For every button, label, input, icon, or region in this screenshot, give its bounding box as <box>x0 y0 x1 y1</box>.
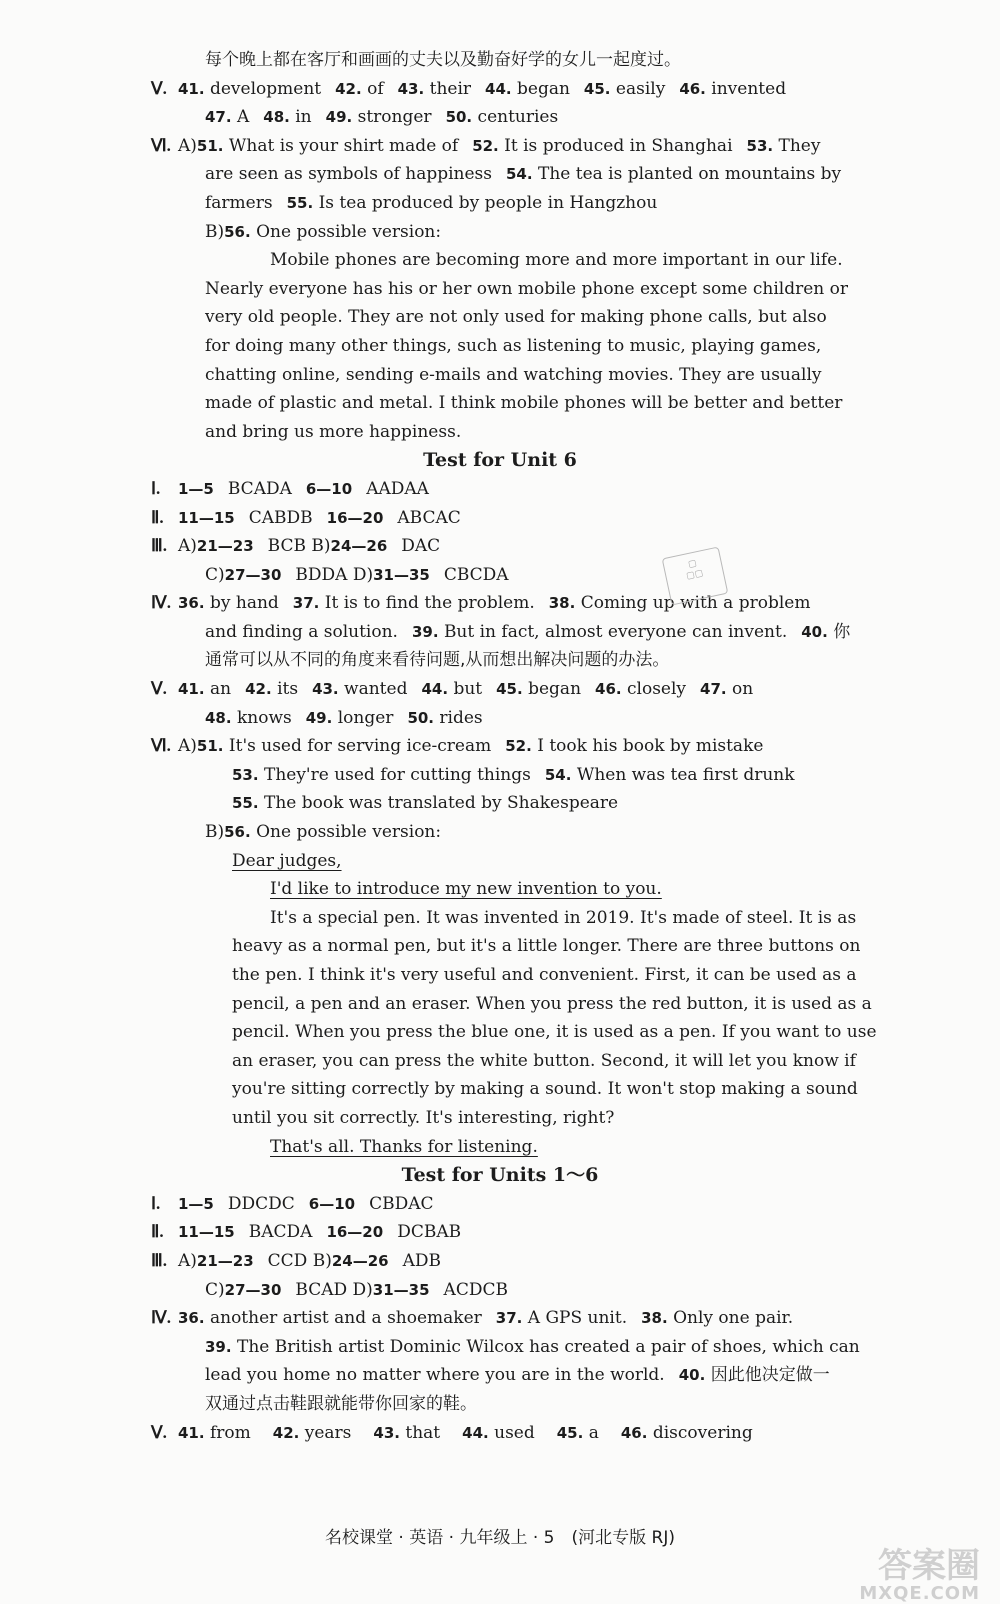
essay-line: very old people. They are not only used for making phone calls, but also <box>205 307 827 328</box>
units16-title: Test for Units 1～6 <box>401 1164 599 1187</box>
section-i: Ⅰ. 1—5 DDCDC 6—10 CBDAC <box>151 1193 434 1214</box>
section-vi: Ⅵ. A)51. What is your shirt made of 52. It is produced in Shanghai 53. They <box>151 135 821 156</box>
section-v: Ⅴ. 41. development 42. of 43. their 44. began 45. easily 46. invented <box>151 78 787 99</box>
answer-page <box>0 46 1000 1447</box>
essay-line: Mobile phones are becoming more and more important in our life. <box>270 250 843 271</box>
text-line <box>0 46 1000 75</box>
essay-line: pencil. When you press the blue one, it is used as a pen. If you want to use <box>232 1022 877 1043</box>
section-iii: Ⅲ. A)21—23 CCD B)24—26 ADB <box>151 1250 442 1271</box>
essay-line: made of plastic and metal. I think mobile phones will be better and better <box>205 393 843 414</box>
section-v: Ⅴ. 41. from 42. years 43. that 44. used 45. a 46. discovering <box>151 1422 753 1443</box>
section-v: Ⅴ. 41. an 42. its 43. wanted 44. but 45. began 46. closely 47. on <box>151 679 754 700</box>
answer-line: 53. They're used for cutting things 54. When was tea first drunk <box>232 764 795 785</box>
section-i: Ⅰ. 1—5 BCADA 6—10 AADAA <box>151 478 429 499</box>
essay-line: the pen. I think it's very useful and convenient. First, it can be used as a <box>232 965 857 985</box>
answer-line: 通常可以从不同的角度来看待问题,从而想出解决问题的办法。 <box>205 650 670 671</box>
essay-line: for doing many other things, such as listening to music, playing games, <box>205 335 822 356</box>
watermark-site: MXQE.COM <box>859 1583 980 1604</box>
essay-line: Nearly everyone has his or her own mobile phone except some children or <box>205 278 848 299</box>
essay-line: It's a special pen. It was invented in 2019. It's made of steel. It is as <box>270 907 857 928</box>
essay-line: until you sit correctly. It's interesting, right? <box>232 1107 615 1128</box>
watermark-logo: 答案圈 <box>878 1546 980 1586</box>
section-iv: Ⅳ. 36. by hand 37. It is to find the problem. 38. Coming up with a problem <box>151 593 811 614</box>
essay-line: and bring us more happiness. <box>205 421 462 442</box>
translation-text: 每个晚上都在客厅和画画的丈夫以及勤奋好学的女儿一起度过。 <box>205 50 681 70</box>
answer-line: 47. A 48. in 49. stronger 50. centuries <box>205 107 559 128</box>
essay-line: an eraser, you can press the white button. Second, it will let you know if <box>232 1050 856 1071</box>
answer-line: B)56. One possible version: <box>205 822 442 843</box>
letter-greeting: Dear judges, <box>232 850 342 871</box>
answer-line: lead you home no matter where you are in the world. 40. 因此他决定做一 <box>205 1365 830 1386</box>
page-footer: 名校课堂 · 英语 · 九年级上 · 5 (河北专版 RJ) <box>325 1528 675 1548</box>
answer-line: C)27—30 BCAD D)31—35 ACDCB <box>205 1279 508 1300</box>
watermark <box>859 1548 980 1604</box>
stamp-icon: ▢ ▢▢ <box>662 546 729 605</box>
answer-line: 39. The British artist Dominic Wilcox has created a pair of shoes, which can <box>205 1336 860 1357</box>
answer-line: B)56. One possible version: <box>205 221 442 242</box>
answer-line: 双通过点击鞋跟就能带你回家的鞋。 <box>205 1393 477 1414</box>
section-iv: Ⅳ. 36. another artist and a shoemaker 37. A GPS unit. 38. Only one pair. <box>151 1308 794 1329</box>
section-vi: Ⅵ. A)51. It's used for serving ice-cream 52. I took his book by mistake <box>151 736 764 757</box>
section-ii: Ⅱ. 11—15 CABDB 16—20 ABCAC <box>151 507 461 528</box>
answer-line: are seen as symbols of happiness 54. The tea is planted on mountains by <box>205 164 842 185</box>
essay-line: chatting online, sending e-mails and watching movies. They are usually <box>205 364 822 385</box>
essay-line: you're sitting correctly by making a sound. It won't stop making a sound <box>232 1079 858 1100</box>
answer-line: and finding a solution. 39. But in fact, almost everyone can invent. 40. 你 <box>205 621 851 642</box>
answer-line: farmers 55. Is tea produced by people in Hangzhou <box>205 192 658 213</box>
essay-line: pencil, a pen and an eraser. When you press the red button, it is used as a <box>232 993 872 1014</box>
unit6-title: Test for Unit 6 <box>423 449 577 472</box>
letter-intro: I'd like to introduce my new invention to you. <box>270 879 662 900</box>
answer-line: 55. The book was translated by Shakespeare <box>232 793 619 814</box>
answer-line: 48. knows 49. longer 50. rides <box>205 707 483 728</box>
answer-line: C)27—30 BDDA D)31—35 CBCDA <box>205 564 509 585</box>
essay-line: heavy as a normal pen, but it's a little longer. There are three buttons on <box>232 936 861 957</box>
section-ii: Ⅱ. 11—15 BACDA 16—20 DCBAB <box>151 1222 462 1243</box>
section-iii: Ⅲ. A)21—23 BCB B)24—26 DAC <box>151 536 441 557</box>
letter-closing: That's all. Thanks for listening. <box>270 1136 538 1157</box>
